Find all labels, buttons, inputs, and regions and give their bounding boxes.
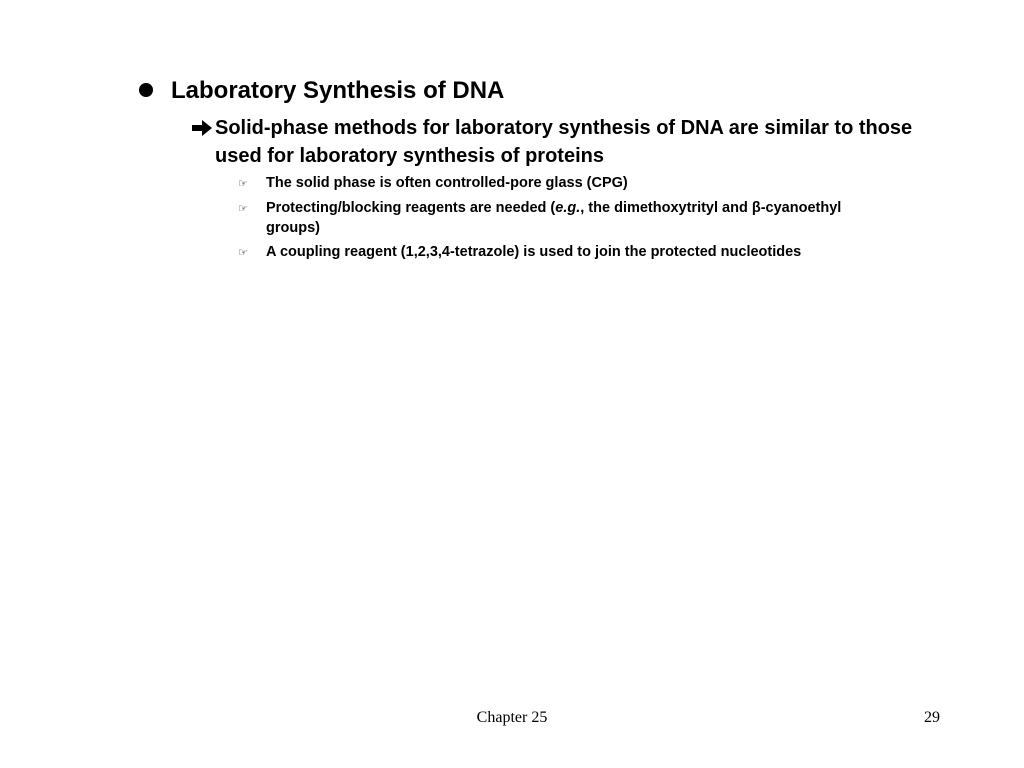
detail-item xyxy=(266,173,886,193)
page-number: 29 xyxy=(924,709,940,726)
subpoint-text: Solid-phase methods for laboratory synthesis of DNA are similar to those used for laboratory synthesis of proteins xyxy=(215,117,913,167)
footer-chapter: Chapter 25 xyxy=(476,709,548,726)
detail-text-italic: e.g. xyxy=(555,200,581,216)
pointing-hand-icon: ☞ xyxy=(238,202,248,215)
pointing-hand-icon: ☞ xyxy=(238,177,248,190)
detail-text: A coupling reagent (1,2,3,4-tetrazole) is used to join the protected nucleotides xyxy=(266,244,802,260)
filled-circle-icon xyxy=(139,83,153,97)
detail-item xyxy=(266,242,966,262)
detail-text-after: , the dimethoxytrityl and β-cyanoethyl groups) xyxy=(266,200,842,236)
slide-heading: Laboratory Synthesis of DNA xyxy=(171,77,505,104)
pointing-hand-icon: ☞ xyxy=(238,246,248,259)
detail-item xyxy=(266,198,871,238)
arrow-right-icon xyxy=(190,118,214,138)
detail-text: The solid phase is often controlled-pore glass (CPG) xyxy=(266,175,628,191)
detail-text-before: Protecting/blocking reagents are needed ( xyxy=(266,200,556,216)
